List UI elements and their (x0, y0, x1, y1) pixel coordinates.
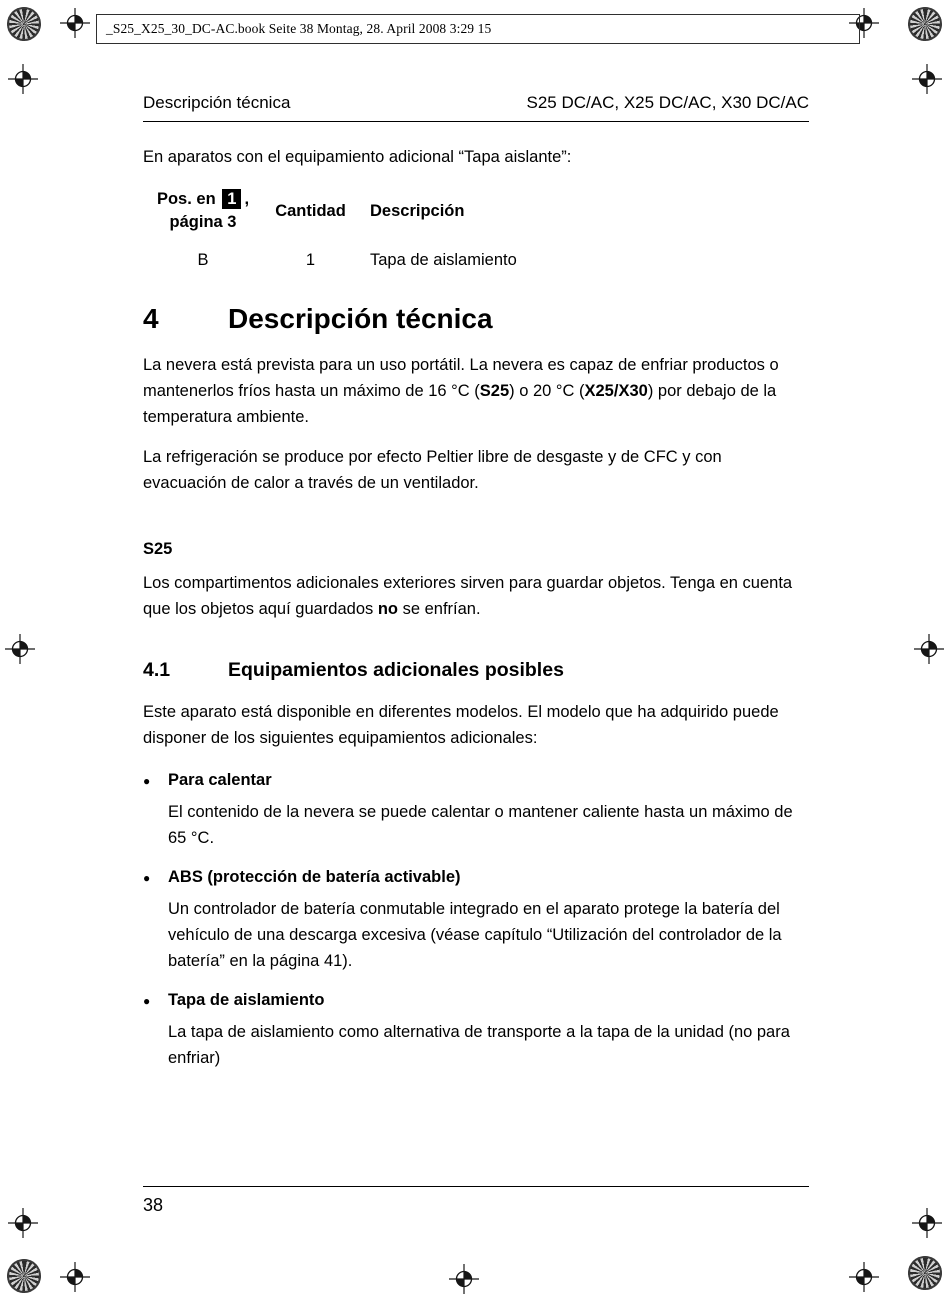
position-header-line2: página 3 (169, 213, 237, 231)
cell-position: B (197, 251, 209, 269)
paragraph: La refrigeración se produce por efecto Peltier libre de desgaste y de CFC y con evacuación de calor a través de un ventilador. (143, 448, 722, 492)
table-header-quantity: Cantidad (275, 201, 346, 220)
bullet-line (143, 864, 809, 891)
intro-paragraph: En aparatos con el equipamiento adicional “Tapa aislante”: (143, 148, 572, 166)
paragraph-text: La nevera está prevista para un uso portátil. La nevera es capaz de enfriar productos o mantenerlos fríos hasta un máximo de 16 °C ( (143, 356, 779, 400)
page-footer (143, 1186, 809, 1216)
table-header-row (143, 188, 809, 234)
section-title: Descripción técnica (228, 303, 493, 334)
paragraph-text: Los compartimentos adicionales exteriores sirven para guardar objetos. Tenga en cuenta que los objetos aquí guardados (143, 574, 793, 618)
registration-mark-icon (8, 64, 38, 94)
bullet-text: La tapa de aislamiento como alternativa de transporte a la tapa de la unidad (no para enfriar) (168, 1023, 790, 1067)
pinwheel-mark-icon (908, 1256, 942, 1290)
section-heading (143, 302, 809, 336)
bullet-title: ABS (protección de batería activable) (168, 868, 461, 886)
page-number: 38 (143, 1195, 164, 1215)
pinwheel-mark-icon (7, 7, 41, 41)
table-row (143, 248, 809, 272)
bullet-line (143, 987, 809, 1014)
registration-mark-icon (912, 1208, 942, 1238)
print-job-header (96, 14, 860, 44)
feature-list (143, 767, 809, 1071)
bullet-icon: ● (143, 774, 151, 788)
registration-mark-icon (912, 64, 942, 94)
paragraph-text: ) por debajo de la temperatura ambiente. (143, 382, 777, 426)
section-number: 4 (143, 303, 159, 334)
cell-quantity: 1 (305, 251, 316, 269)
model-name-bold: S25 (479, 382, 510, 400)
bullet-title: Para calentar (168, 771, 272, 789)
list-item (143, 987, 809, 1071)
bullet-title: Tapa de aislamiento (168, 991, 325, 1009)
page-header (143, 92, 809, 122)
paragraph (143, 570, 809, 622)
position-badge: 1 (222, 189, 241, 209)
bullet-text: El contenido de la nevera se puede calentar o mantener caliente hasta un máximo de 65 °C. (168, 803, 793, 847)
position-header-text: Pos. en (156, 190, 216, 208)
subsection-heading: S25 (143, 540, 173, 558)
parts-table (143, 188, 809, 272)
bullet-icon: ● (143, 871, 151, 885)
registration-mark-icon (5, 634, 35, 664)
model-name-bold: X25/X30 (584, 382, 648, 400)
bullet-text: Un controlador de batería conmutable integrado en el aparato protege la batería del vehículo de una descarga excesiva (véase capítulo “Utilización del controlador de la batería” en la página 41). (168, 900, 782, 970)
position-header-comma: , (244, 190, 250, 208)
registration-mark-icon (8, 1208, 38, 1238)
subsection-title: Equipamientos adicionales posibles (228, 659, 564, 681)
pinwheel-mark-icon (7, 1259, 41, 1293)
bullet-icon: ● (143, 994, 151, 1008)
list-item (143, 767, 809, 851)
cell-description: Tapa de aislamiento (370, 251, 517, 269)
header-section-title: Descripción técnica (143, 93, 291, 112)
emphasis-bold: no (377, 600, 399, 618)
paragraph-text: se enfrían. (398, 600, 481, 618)
pinwheel-mark-icon (908, 7, 942, 41)
subsection-number: 4.1 (143, 659, 171, 681)
page-content (143, 92, 809, 1071)
subsection-heading (143, 658, 809, 683)
registration-mark-icon (914, 634, 944, 664)
table-header-position (143, 188, 263, 234)
registration-mark-icon (60, 8, 90, 38)
list-item (143, 864, 809, 974)
print-job-text: _S25_X25_30_DC-AC.book Seite 38 Montag, 28. April 2008 3:29 15 (106, 21, 492, 36)
registration-mark-icon (849, 1262, 879, 1292)
registration-mark-icon (449, 1264, 479, 1294)
paragraph-text: ) o 20 °C ( (509, 382, 585, 400)
registration-mark-icon (60, 1262, 90, 1292)
table-header-description: Descripción (370, 201, 465, 220)
paragraph (143, 352, 809, 430)
paragraph: Este aparato está disponible en diferentes modelos. El modelo que ha adquirido puede disponer de los siguientes equipamientos adicionales: (143, 703, 779, 747)
header-model-names: S25 DC/AC, X25 DC/AC, X30 DC/AC (526, 93, 809, 112)
bullet-line (143, 767, 809, 794)
